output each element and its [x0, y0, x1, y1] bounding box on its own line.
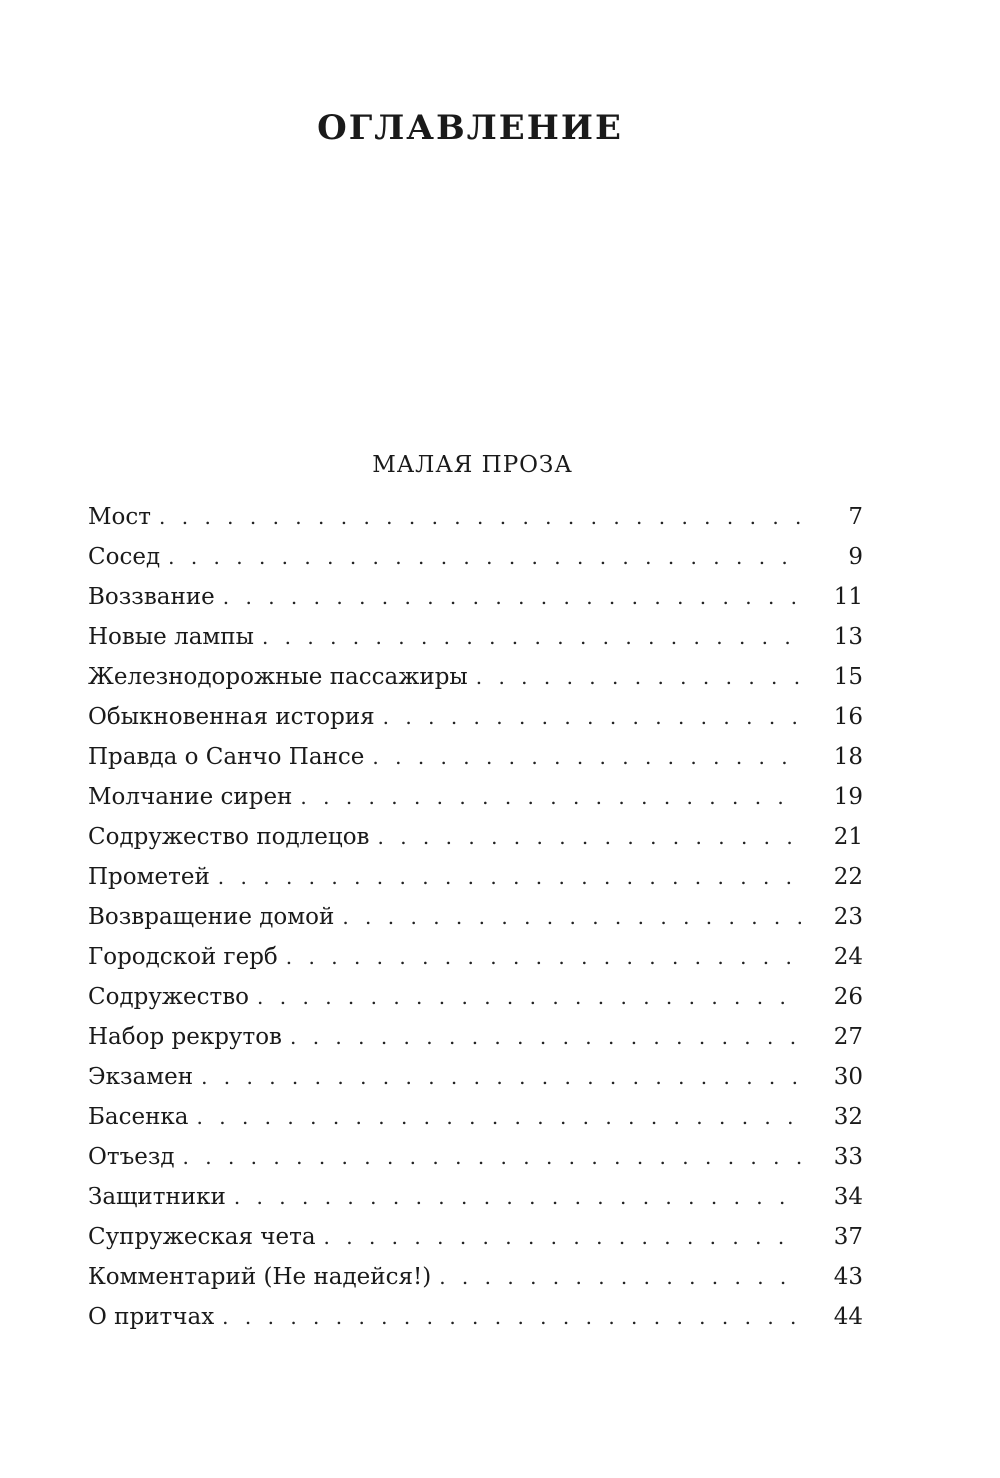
toc-entry-title: Набор рекрутов	[88, 1024, 282, 1050]
toc-entry-page: 9	[848, 544, 863, 570]
toc-entry[interactable]	[88, 697, 863, 737]
toc-entry-title: Содружество	[88, 984, 250, 1010]
toc-entry-page: 13	[833, 624, 863, 650]
toc-entry-page: 16	[833, 704, 863, 730]
toc-entry[interactable]	[88, 577, 863, 617]
toc-entry-page: 21	[833, 824, 863, 850]
toc-entry-title: Басенка	[88, 1104, 189, 1130]
toc-entry-title: Новые лампы	[88, 624, 254, 650]
toc-entry-title: Правда о Санчо Пансе	[88, 744, 365, 770]
toc-entry-title: Содружество подлецов	[88, 824, 370, 850]
toc-entry[interactable]	[88, 857, 863, 897]
toc-entry[interactable]	[88, 937, 863, 977]
table-of-contents	[88, 497, 863, 1337]
toc-entry-title: Экзамен	[88, 1064, 194, 1090]
toc-entry-page: 23	[833, 904, 863, 930]
toc-entry-title: Мост	[88, 504, 152, 530]
toc-entry-title: Супружеская чета	[88, 1224, 316, 1250]
dot-leader	[223, 577, 801, 617]
toc-entry-page: 34	[833, 1184, 863, 1210]
toc-entry[interactable]	[88, 497, 863, 537]
toc-entry-title: Возвращение домой	[88, 904, 335, 930]
dot-leader	[218, 857, 801, 897]
dot-leader	[183, 1137, 801, 1177]
toc-entry[interactable]	[88, 1097, 863, 1137]
toc-entry[interactable]	[88, 1137, 863, 1177]
dot-leader	[383, 697, 801, 737]
toc-entry-title: Защитники	[88, 1184, 226, 1210]
toc-entry[interactable]	[88, 1177, 863, 1217]
toc-entry-page: 22	[833, 864, 863, 890]
toc-entry[interactable]	[88, 777, 863, 817]
section-title: МАЛАЯ ПРОЗА	[372, 452, 573, 478]
toc-entry-title: Городской герб	[88, 944, 278, 970]
toc-entry-page: 44	[833, 1304, 863, 1330]
toc-entry[interactable]	[88, 657, 863, 697]
toc-entry-title: Комментарий (Не надейся!)	[88, 1264, 432, 1290]
toc-entry-page: 26	[833, 984, 863, 1010]
dot-leader	[324, 1217, 801, 1257]
toc-entry-page: 7	[848, 504, 863, 530]
toc-entry[interactable]	[88, 1057, 863, 1097]
toc-entry-title: Отъезд	[88, 1144, 175, 1170]
toc-entry[interactable]	[88, 897, 863, 937]
dot-leader	[439, 1257, 801, 1297]
dot-leader	[378, 817, 802, 857]
toc-entry-page: 24	[833, 944, 863, 970]
toc-entry-page: 33	[833, 1144, 863, 1170]
toc-entry-page: 19	[833, 784, 863, 810]
dot-leader	[262, 617, 801, 657]
toc-entry-title: Обыкновенная история	[88, 704, 375, 730]
toc-entry-title: Железнодорожные пассажиры	[88, 664, 468, 690]
toc-entry[interactable]	[88, 737, 863, 777]
dot-leader	[372, 737, 801, 777]
page-title: ОГЛАВЛЕНИЕ	[317, 108, 623, 148]
toc-entry-title: Сосед	[88, 544, 161, 570]
toc-entry[interactable]	[88, 617, 863, 657]
dot-leader	[234, 1177, 801, 1217]
toc-entry-page: 32	[833, 1104, 863, 1130]
dot-leader	[201, 1057, 801, 1097]
toc-entry-page: 27	[833, 1024, 863, 1050]
toc-entry-page: 37	[833, 1224, 863, 1250]
dot-leader	[168, 537, 801, 577]
toc-entry[interactable]	[88, 1297, 863, 1337]
dot-leader	[159, 497, 801, 537]
dot-leader	[300, 777, 801, 817]
dot-leader	[222, 1297, 801, 1337]
toc-entry-page: 18	[833, 744, 863, 770]
toc-entry[interactable]	[88, 817, 863, 857]
dot-leader	[286, 937, 801, 977]
toc-entry-title: О притчах	[88, 1304, 215, 1330]
dot-leader	[290, 1017, 801, 1057]
toc-entry-page: 11	[833, 584, 863, 610]
dot-leader	[257, 977, 801, 1017]
dot-leader	[342, 897, 801, 937]
toc-entry-title: Воззвание	[88, 584, 215, 610]
dot-leader	[476, 657, 801, 697]
toc-entry[interactable]	[88, 1257, 863, 1297]
toc-entry-title: Прометей	[88, 864, 210, 890]
toc-entry[interactable]	[88, 1217, 863, 1257]
toc-entry-title: Молчание сирен	[88, 784, 293, 810]
dot-leader	[197, 1097, 801, 1137]
toc-entry-page: 30	[833, 1064, 863, 1090]
toc-entry[interactable]	[88, 977, 863, 1017]
toc-entry[interactable]	[88, 1017, 863, 1057]
toc-entry[interactable]	[88, 537, 863, 577]
toc-entry-page: 15	[833, 664, 863, 690]
toc-entry-page: 43	[833, 1264, 863, 1290]
